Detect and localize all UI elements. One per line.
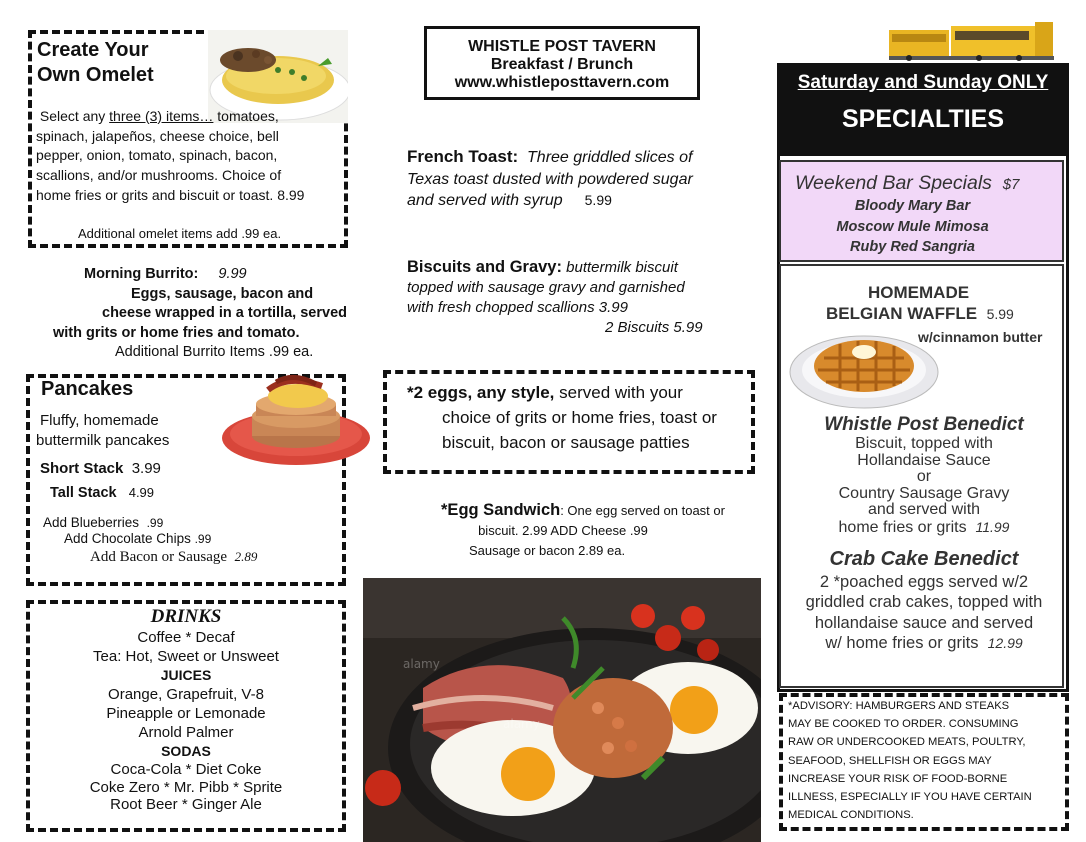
egg-sandwich-line1: : One egg served on toast or bbox=[560, 503, 725, 518]
french-toast-title: French Toast: bbox=[407, 147, 519, 166]
food-advisory bbox=[788, 697, 1060, 824]
add-blueberries bbox=[43, 515, 163, 530]
biscuits-gravy-item bbox=[407, 257, 737, 338]
tall-stack-item bbox=[50, 485, 154, 501]
restaurant-name: WHISTLE POST TAVERN bbox=[468, 38, 656, 55]
benedict-line4: Country Sausage Gravy bbox=[838, 484, 1010, 502]
omelet-title-line2: Own Omelet bbox=[37, 64, 154, 86]
website-link[interactable]: www.whistleposttavern.com bbox=[454, 74, 670, 91]
burrito-line1: Eggs, sausage, bacon and bbox=[131, 285, 314, 302]
sodas-line3: Root Beer * Ginger Ale bbox=[110, 796, 262, 813]
watermark-1: alamy bbox=[403, 657, 440, 671]
pancake-desc-line2: buttermilk pancakes bbox=[36, 431, 170, 449]
egg-sandwich-item bbox=[418, 500, 748, 561]
crab-line4: w/ home fries or grits bbox=[825, 633, 979, 652]
sodas-title: SODAS bbox=[161, 743, 211, 759]
two-eggs-item bbox=[407, 380, 747, 455]
add-bacon-price: 2.89 bbox=[234, 549, 258, 564]
add-chips-price: .99 bbox=[194, 532, 212, 546]
omelet-description bbox=[36, 107, 346, 206]
juices-title: JUICES bbox=[160, 667, 212, 683]
pancake-title: Pancakes bbox=[41, 378, 134, 400]
french-toast-line3: and served with syrup bbox=[407, 192, 563, 209]
biscuits-line2: topped with sausage gravy and garnished bbox=[407, 279, 685, 296]
specialties-title: SPECIALTIES bbox=[841, 105, 1005, 133]
juices-line1: Orange, Grapefruit, V-8 bbox=[108, 686, 264, 703]
sodas-line2: Coke Zero * Mr. Pibb * Sprite bbox=[89, 778, 283, 796]
crab-title: Crab Cake Benedict bbox=[829, 548, 1019, 570]
advisory-line4: SEAFOOD, SHELLFISH OR EGGS MAY bbox=[788, 754, 992, 767]
biscuits-line3: with fresh chopped scallions 3.99 bbox=[407, 299, 628, 316]
crab-line2: griddled crab cakes, topped with bbox=[805, 593, 1043, 612]
short-stack-price: 3.99 bbox=[131, 460, 161, 477]
waffle-photo bbox=[788, 330, 940, 410]
pancake-photo bbox=[218, 372, 374, 468]
watermark-2: alamy bbox=[503, 717, 540, 731]
burrito-additional: Additional Burrito Items .99 ea. bbox=[115, 344, 314, 361]
burrito-price: 9.99 bbox=[218, 266, 247, 282]
breakfast-skillet-photo bbox=[363, 578, 761, 842]
train-image bbox=[889, 16, 1054, 62]
short-stack-label: Short Stack bbox=[40, 460, 124, 477]
benedict-item bbox=[779, 414, 1069, 536]
french-toast-item bbox=[407, 146, 747, 212]
biscuits-title: Biscuits and Gravy: bbox=[407, 258, 562, 276]
egg-sandwich-title: *Egg Sandwich bbox=[441, 501, 561, 519]
crab-price: 12.99 bbox=[987, 634, 1023, 651]
burrito-line3: with grits or home fries and tomato. bbox=[53, 324, 300, 341]
eggs-line1: served with your bbox=[554, 383, 683, 402]
egg-sandwich-line2: biscuit. 2.99 ADD Cheese .99 bbox=[478, 523, 648, 538]
weekend-only-label: Saturday and Sunday ONLY bbox=[797, 72, 1049, 93]
egg-sandwich-line3: Sausage or bacon 2.89 ea. bbox=[468, 543, 626, 558]
waffle-price: 5.99 bbox=[986, 306, 1014, 322]
add-blueberries-label: Add Blueberries bbox=[43, 515, 140, 530]
advisory-line2: MAY BE COOKED TO ORDER. CONSUMING bbox=[788, 718, 1019, 731]
tall-stack-price: 4.99 bbox=[128, 485, 155, 500]
advisory-line7: MEDICAL CONDITIONS. bbox=[788, 809, 914, 822]
biscuits-line1: buttermilk biscuit bbox=[566, 259, 678, 276]
waffle-note: w/cinnamon butter bbox=[918, 329, 1043, 345]
pancake-description bbox=[36, 411, 169, 450]
biscuits-line4: 2 Biscuits 5.99 bbox=[605, 319, 703, 336]
waffle-title-line2: BELGIAN WAFFLE bbox=[826, 304, 978, 323]
crab-line1: 2 *poached eggs served w/2 bbox=[819, 573, 1029, 591]
eggs-title: *2 eggs, any style, bbox=[407, 383, 555, 402]
short-stack-item bbox=[40, 460, 161, 477]
add-bacon-sausage bbox=[90, 549, 257, 566]
benedict-line5: and served with bbox=[867, 501, 981, 518]
menu-subtitle: Breakfast / Brunch bbox=[490, 56, 634, 73]
french-toast-price: 5.99 bbox=[584, 192, 612, 208]
french-toast-line1: Three griddled slices of bbox=[527, 149, 693, 166]
add-bacon-label: Add Bacon or Sausage bbox=[90, 549, 228, 565]
drinks-title: DRINKS bbox=[150, 606, 222, 627]
advisory-line6: ILLNESS, ESPECIALLY IF YOU HAVE CERTAIN bbox=[788, 791, 1032, 804]
burrito-title: Morning Burrito: bbox=[84, 266, 199, 282]
benedict-line3: or bbox=[916, 468, 932, 485]
bar-specials-price: $7 bbox=[1002, 176, 1020, 193]
bar-special-2: Moscow Mule Mimosa bbox=[836, 218, 989, 235]
add-chocolate-chips bbox=[64, 531, 211, 546]
bar-specials-box bbox=[779, 160, 1064, 262]
omelet-line4: scallions, and/or mushrooms. Choice of bbox=[36, 167, 282, 184]
omelet-line1: tomatoes, bbox=[213, 108, 279, 124]
eggs-line3: biscuit, bacon or sausage patties bbox=[442, 433, 690, 452]
restaurant-header bbox=[424, 26, 700, 100]
french-toast-line2: Texas toast dusted with powdered sugar bbox=[407, 170, 693, 188]
eggs-line2: choice of grits or home fries, toast or bbox=[442, 408, 717, 427]
burrito-line2: cheese wrapped in a tortilla, served bbox=[102, 305, 347, 322]
add-chips-label: Add Chocolate Chips bbox=[64, 531, 191, 546]
advisory-line3: RAW OR UNDERCOOKED MEATS, POULTRY, bbox=[788, 736, 1026, 749]
tall-stack-label: Tall Stack bbox=[50, 485, 117, 501]
juices-line3: Arnold Palmer bbox=[138, 724, 234, 741]
drinks-section bbox=[30, 606, 342, 814]
omelet-line5: home fries or grits and biscuit or toast. 8.99 bbox=[36, 186, 305, 203]
omelet-line2: spinach, jalapeños, cheese choice, bell bbox=[36, 127, 279, 144]
specialties-header bbox=[777, 63, 1069, 156]
omelet-title-line1: Create Your bbox=[37, 39, 149, 61]
drinks-tea: Tea: Hot, Sweet or Unsweet bbox=[93, 648, 279, 665]
burrito-section bbox=[30, 265, 370, 363]
omelet-title bbox=[37, 38, 197, 88]
waffle-title bbox=[826, 304, 1014, 324]
benedict-line1: Biscuit, topped with bbox=[855, 435, 993, 452]
pancake-desc-line1: Fluffy, homemade bbox=[40, 412, 159, 429]
drinks-coffee: Coffee * Decaf bbox=[137, 629, 235, 646]
benedict-title: Whistle Post Benedict bbox=[824, 414, 1024, 435]
advisory-line1: *ADVISORY: HAMBURGERS AND STEAKS bbox=[788, 700, 1010, 712]
benedict-line2: Hollandaise Sauce bbox=[857, 451, 991, 469]
crab-cake-item bbox=[779, 546, 1069, 653]
omelet-intro: Select any bbox=[39, 108, 110, 124]
omelet-line3: pepper, onion, tomato, spinach, bacon, bbox=[36, 147, 278, 164]
bar-specials-title: Weekend Bar Specials bbox=[795, 172, 992, 194]
juices-line2: Pineapple or Lemonade bbox=[106, 705, 266, 722]
benedict-price: 11.99 bbox=[975, 518, 1010, 535]
advisory-line5: INCREASE YOUR RISK OF FOOD-BORNE bbox=[788, 772, 1008, 785]
benedict-line6: home fries or grits bbox=[838, 518, 967, 536]
bar-special-3: Ruby Red Sangria bbox=[850, 239, 975, 255]
omelet-additional: Additional omelet items add .99 ea. bbox=[78, 226, 282, 241]
sodas-line1: Coca-Cola * Diet Coke bbox=[110, 761, 262, 778]
add-blueberries-price: .99 bbox=[146, 516, 164, 530]
waffle-title-line1: HOMEMADE bbox=[868, 283, 970, 302]
crab-line3: hollandaise sauce and served bbox=[814, 613, 1034, 632]
bar-special-1: Bloody Mary Bar bbox=[854, 198, 971, 214]
omelet-intro-underline: three (3) items… bbox=[109, 108, 214, 124]
